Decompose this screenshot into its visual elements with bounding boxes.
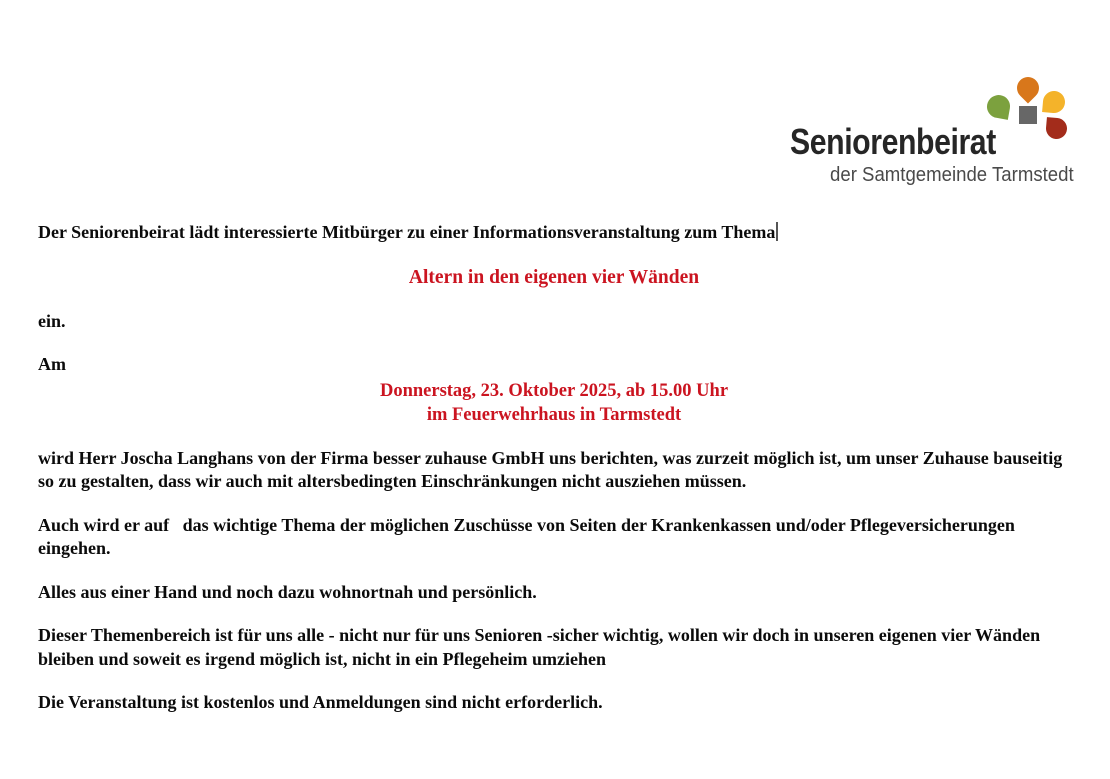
ein-paragraph[interactable]: ein. — [38, 310, 66, 331]
subsidies-paragraph[interactable]: Auch wird er auf das wichtige Thema der möglichen Zuschüsse von Seiten der Krankenkassen und/oder Pflegeversicherungen eingehen. — [38, 514, 1020, 558]
seniorenbeirat-logo — [780, 70, 1100, 195]
am-paragraph[interactable]: Am — [38, 354, 66, 374]
intro-paragraph[interactable] — [38, 221, 1070, 245]
logo-title: Seniorenbeirat — [790, 121, 996, 162]
free-entry-paragraph[interactable]: Die Veranstaltung ist kostenlos und Anmeldungen sind nicht erforderlich. — [38, 692, 603, 712]
relevance-paragraph[interactable]: Dieser Themenbereich ist für uns alle - nicht nur für uns Senioren -sicher wichtig, wollen wir doch in unseren eigenen vier Wänden bleiben und soweit es irgend möglich ist, nicht in ein Pflegeheim umziehen — [38, 625, 1041, 669]
event-date-line: Donnerstag, 23. Oktober 2025, ab 15.00 Uhr — [379, 380, 729, 401]
speaker-paragraph[interactable]: wird Herr Joscha Langhans von der Firma besser zuhause GmbH uns berichten, was zurzeit möglich ist, um unser Zuhause bauseitig so zu gestalten, dass wir auch mit altersbedingten Einschränkungen nicht ausziehen müssen. — [38, 447, 1063, 491]
logo-leaf-yellow-icon — [1042, 90, 1066, 114]
logo-leaf-red-icon — [1045, 117, 1068, 140]
logo-leaf-green-icon — [985, 93, 1012, 120]
editable-text-area[interactable] — [38, 221, 1070, 735]
logo-square-gray-icon — [1019, 106, 1037, 124]
event-date-location[interactable] — [38, 379, 1070, 427]
intro-text: Der Seniorenbeirat lädt interessierte Mitbürger zu einer Informationsveranstaltung zum Thema — [38, 222, 776, 242]
logo-leaf-orange-icon — [1012, 72, 1043, 103]
text-cursor-caret — [776, 222, 778, 241]
event-location-line: im Feuerwehrhaus in Tarmstedt — [426, 404, 682, 425]
one-hand-paragraph[interactable]: Alles aus einer Hand und noch dazu wohnortnah und persönlich. — [38, 581, 537, 602]
logo-subtitle: der Samtgemeinde Tarmstedt — [830, 164, 1074, 186]
event-title[interactable]: Altern in den eigenen vier Wänden — [408, 266, 700, 288]
